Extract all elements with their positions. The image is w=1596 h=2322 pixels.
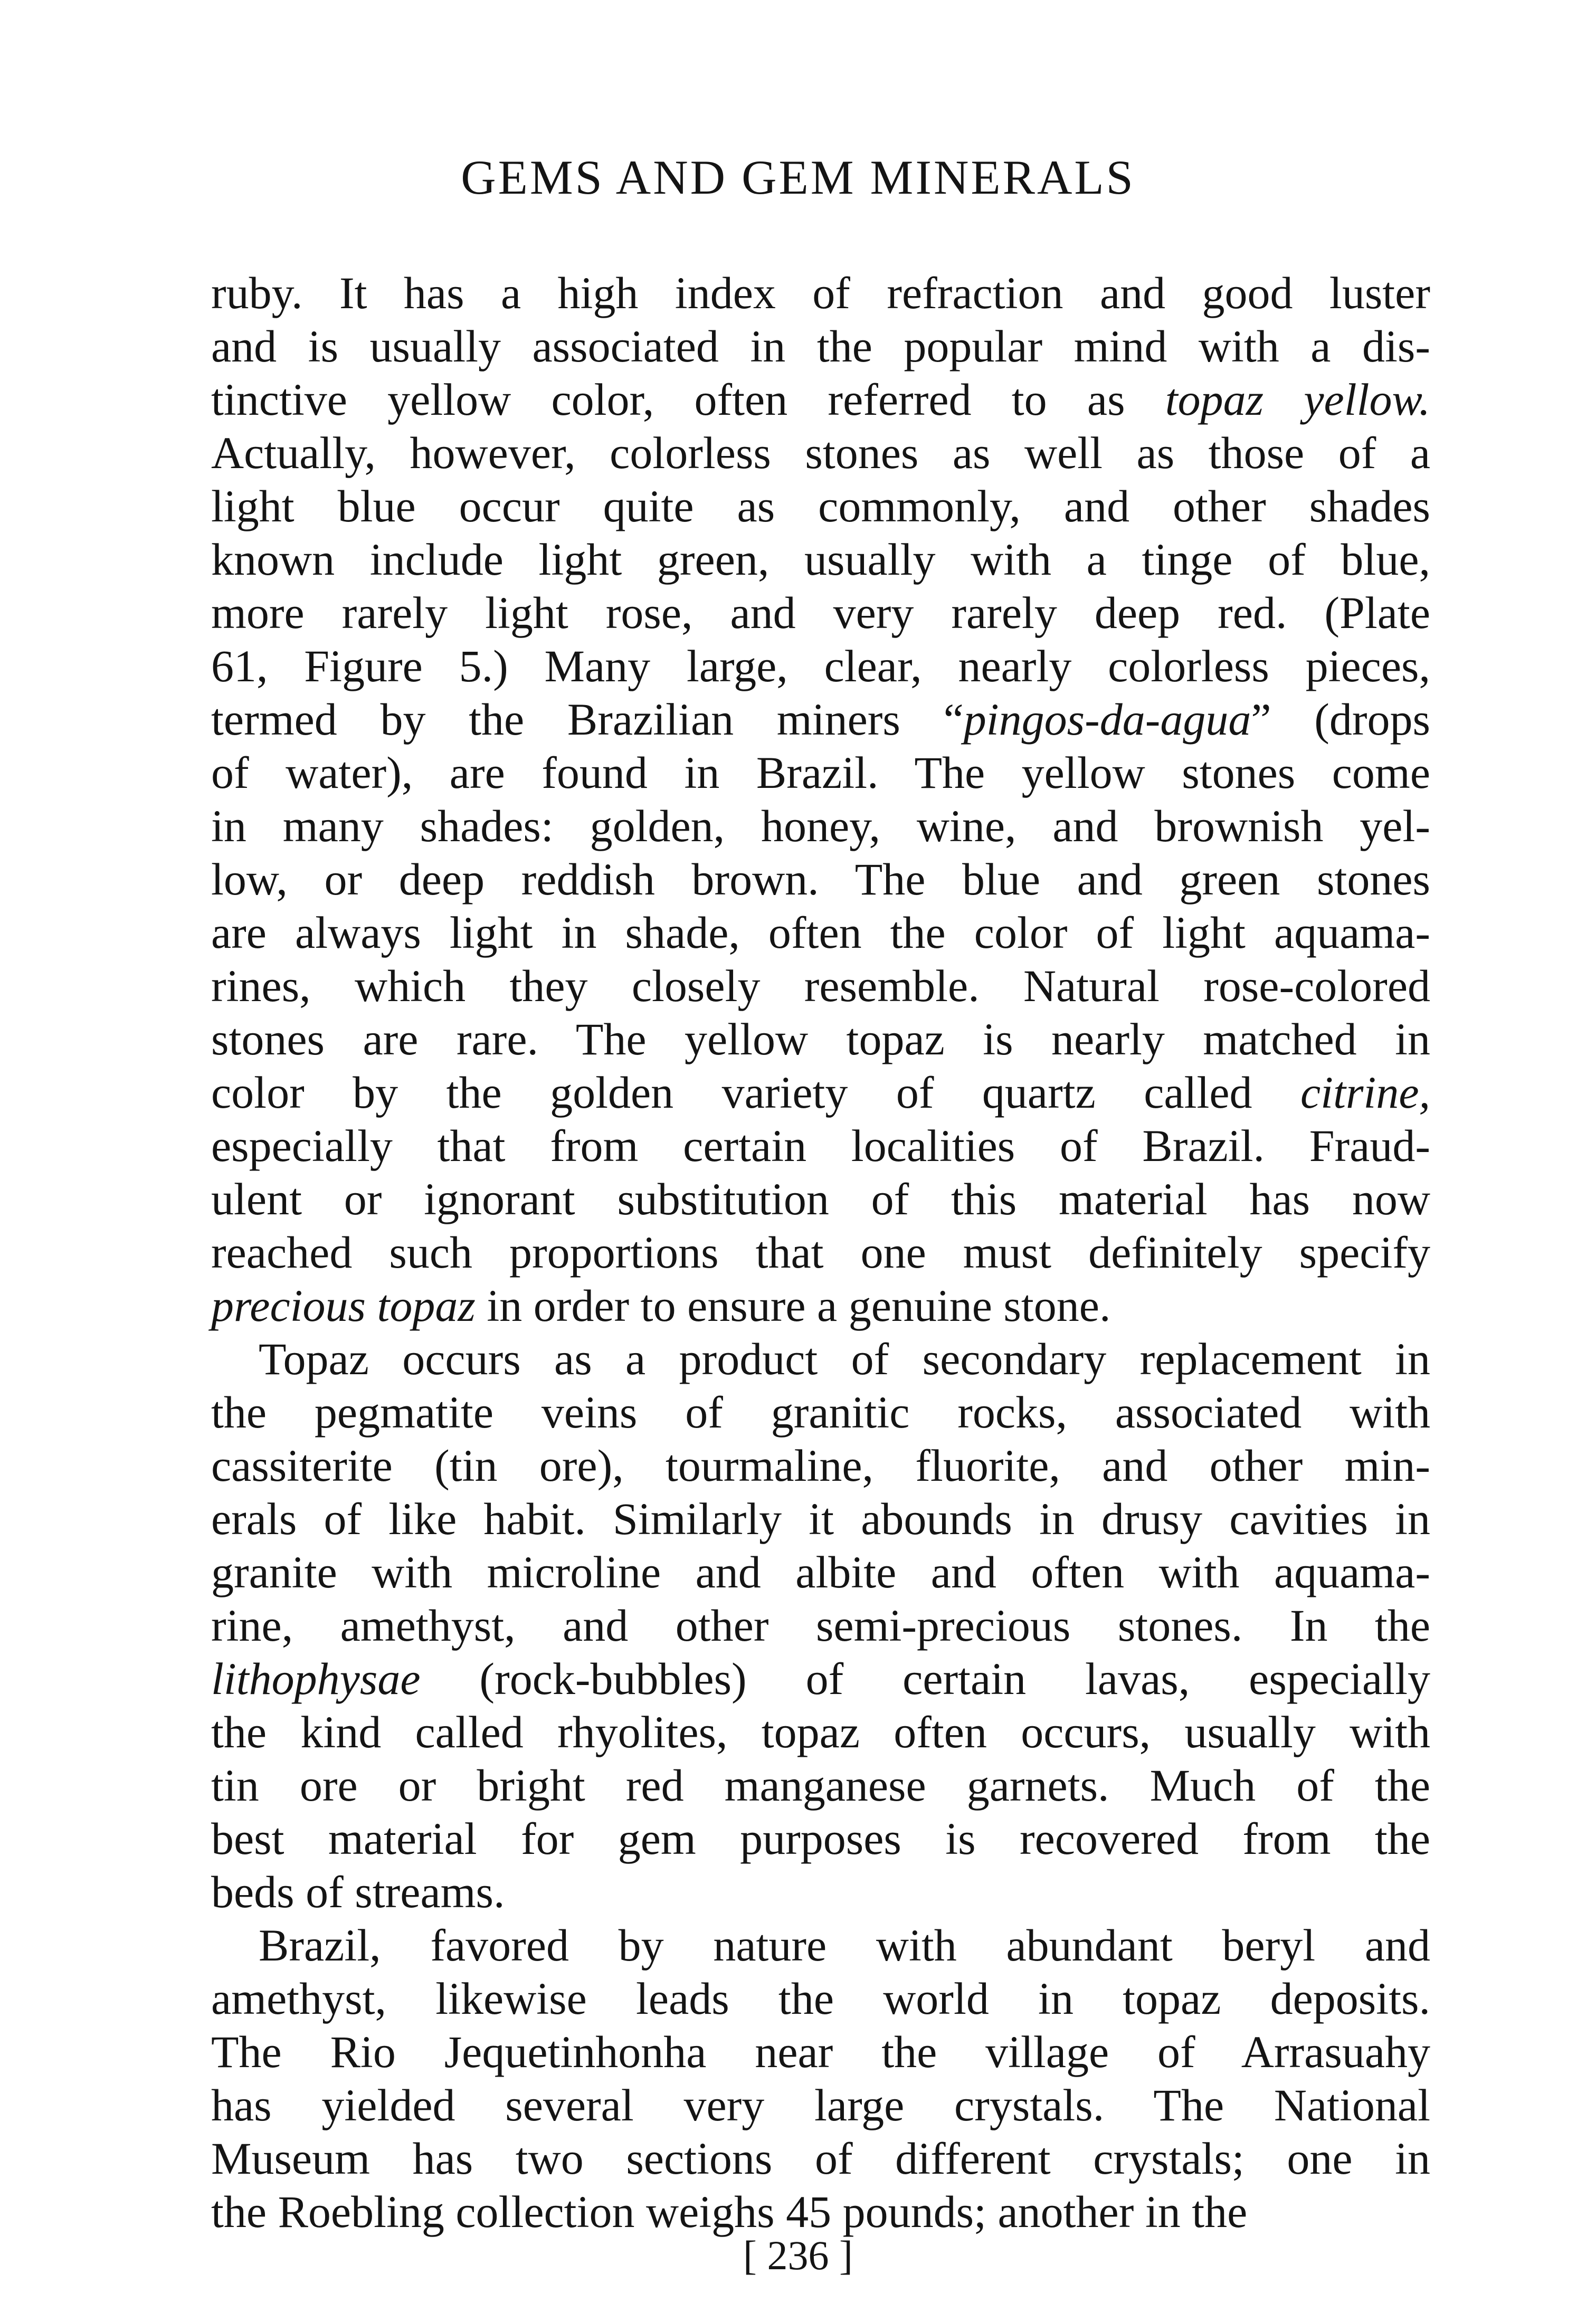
text-segment: low, or deep reddish brown. The blue and green stones xyxy=(211,854,1430,905)
text-line xyxy=(211,640,1430,693)
text-line xyxy=(211,1492,1430,1546)
text-segment: amethyst, likewise leads the world in topaz deposits. xyxy=(211,1973,1430,2024)
text-line xyxy=(211,906,1430,959)
text-segment: stones are rare. The yellow topaz is nearly matched in xyxy=(211,1014,1430,1064)
text-segment: Brazil, favored by nature with abundant beryl and xyxy=(259,1920,1430,1971)
text-line xyxy=(211,1866,1430,1919)
text-segment: color by the golden variety of quartz called xyxy=(211,1067,1300,1118)
text-line xyxy=(211,800,1430,853)
italic-text: precious topaz xyxy=(211,1280,476,1331)
text-line xyxy=(211,1013,1430,1066)
text-line xyxy=(211,267,1430,320)
text-line xyxy=(211,1066,1430,1119)
text-line xyxy=(211,320,1430,373)
text-segment: rine, amethyst, and other semi-precious stones. In the xyxy=(211,1600,1430,1651)
text-segment: Actually, however, colorless stones as well as those of a xyxy=(211,427,1430,478)
text-segment: Topaz occurs as a product of secondary replacement in xyxy=(259,1334,1430,1384)
text-segment: are always light in shade, often the color of light aquama- xyxy=(211,907,1430,958)
text-segment: (rock-bubbles) of certain lavas, especially xyxy=(420,1653,1430,1704)
italic-text: citrine, xyxy=(1300,1067,1430,1118)
italic-text: lithophysae xyxy=(211,1653,421,1704)
text-line xyxy=(211,746,1430,800)
text-line xyxy=(211,1812,1430,1866)
text-line xyxy=(211,853,1430,906)
text-line xyxy=(211,2025,1430,2079)
paragraph xyxy=(211,267,1430,1333)
text-line xyxy=(211,1439,1430,1492)
text-line xyxy=(211,1333,1430,1386)
running-head: GEMS AND GEM MINERALS xyxy=(461,150,1135,204)
paragraph xyxy=(211,1333,1430,1919)
text-line xyxy=(211,1599,1430,1652)
text-line xyxy=(211,1546,1430,1599)
text-segment: and is usually associated in the popular mind with a dis- xyxy=(211,321,1430,372)
text-segment: tin ore or bright red manganese garnets. Much of the xyxy=(211,1760,1430,1811)
text-line xyxy=(211,2079,1430,2132)
text-line xyxy=(211,533,1430,586)
text-line xyxy=(211,1173,1430,1226)
text-segment: known include light green, usually with a tinge of blue, xyxy=(211,534,1430,585)
text-line xyxy=(211,2132,1430,2185)
text-segment: ulent or ignorant substitution of this material has now xyxy=(211,1174,1430,1224)
italic-text: topaz yellow. xyxy=(1165,374,1430,425)
text-line xyxy=(211,1119,1430,1173)
page-number: [ 236 ] xyxy=(743,2232,853,2278)
text-line xyxy=(211,1652,1430,1706)
text-segment: reached such proportions that one must definitely specify xyxy=(211,1227,1430,1278)
text-segment: in many shades: golden, honey, wine, and brownish yel- xyxy=(211,801,1430,851)
body-text xyxy=(211,267,1430,2239)
text-segment: the Roebling collection weighs 45 pounds; another in the xyxy=(211,2186,1248,2237)
text-segment: of water), are found in Brazil. The yellow stones come xyxy=(211,747,1430,798)
text-segment: ruby. It has a high index of refraction and good luster xyxy=(211,268,1430,318)
text-segment: termed by the Brazilian miners “ xyxy=(211,694,964,745)
text-segment: granite with microline and albite and often with aquama- xyxy=(211,1547,1430,1597)
text-line xyxy=(211,1759,1430,1812)
text-segment: 61, Figure 5.) Many large, clear, nearly colorless pieces, xyxy=(211,641,1430,691)
text-line xyxy=(211,1279,1430,1333)
text-line xyxy=(211,1706,1430,1759)
text-line xyxy=(211,693,1430,746)
paragraph xyxy=(211,1919,1430,2239)
text-segment: more rarely light rose, and very rarely deep red. (Plate xyxy=(211,587,1430,638)
text-segment: erals of like habit. Similarly it abounds in drusy cavities in xyxy=(211,1493,1430,1544)
text-segment: The Rio Jequetinhonha near the village of Arrasuahy xyxy=(211,2026,1430,2077)
text-line xyxy=(211,586,1430,640)
italic-text: pingos-da-agua xyxy=(963,694,1251,745)
text-segment: in order to ensure a genuine stone. xyxy=(475,1280,1111,1331)
text-segment: light blue occur quite as commonly, and other shades xyxy=(211,481,1430,531)
text-line xyxy=(211,480,1430,533)
text-segment: beds of streams. xyxy=(211,1867,505,1917)
text-line xyxy=(211,1226,1430,1279)
text-segment: rines, which they closely resemble. Natural rose-colored xyxy=(211,960,1430,1011)
text-segment: especially that from certain localities of Brazil. Fraud- xyxy=(211,1120,1430,1171)
text-line xyxy=(211,373,1430,426)
text-line xyxy=(211,426,1430,480)
text-segment: ” (drops xyxy=(1251,694,1431,745)
text-segment: best material for gem purposes is recovered from the xyxy=(211,1813,1430,1864)
text-segment: the kind called rhyolites, topaz often occurs, usually with xyxy=(211,1707,1430,1757)
text-line xyxy=(211,1919,1430,1972)
text-line xyxy=(211,1972,1430,2025)
text-line xyxy=(211,959,1430,1013)
text-segment: Museum has two sections of different crystals; one in xyxy=(211,2133,1430,2184)
text-segment: cassiterite (tin ore), tourmaline, fluorite, and other min- xyxy=(211,1440,1430,1491)
text-line xyxy=(211,2185,1430,2239)
text-segment: has yielded several very large crystals. The National xyxy=(211,2080,1430,2130)
text-line xyxy=(211,1386,1430,1439)
text-segment: tinctive yellow color, often referred to as xyxy=(211,374,1165,425)
text-segment: the pegmatite veins of granitic rocks, associated with xyxy=(211,1387,1430,1438)
